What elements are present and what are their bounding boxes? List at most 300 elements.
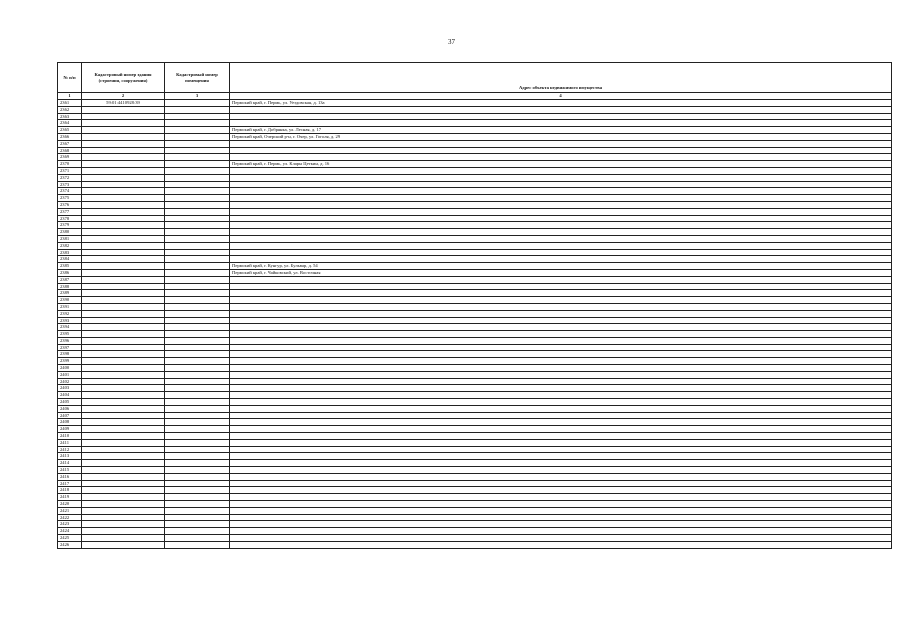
building-cadastral-cell (82, 480, 165, 487)
room-cadastral-cell (165, 174, 230, 181)
room-cadastral-cell (165, 487, 230, 494)
table-row (58, 507, 892, 514)
building-cadastral-cell (82, 365, 165, 372)
building-cadastral-cell (82, 222, 165, 229)
row-number-cell: 2408 (58, 419, 82, 426)
building-cadastral-cell (82, 147, 165, 154)
building-cadastral-cell (82, 188, 165, 195)
address-cell (230, 419, 892, 426)
building-cadastral-cell (82, 514, 165, 521)
room-cadastral-cell (165, 140, 230, 147)
table-row (58, 371, 892, 378)
row-number-cell: 2404 (58, 392, 82, 399)
address-cell (230, 433, 892, 440)
row-number-cell: 2411 (58, 439, 82, 446)
address-cell: Пермский край, г. Пермь, ул. Уездовская, д. 13а (230, 100, 892, 107)
header-row-number: № п/п (58, 63, 82, 93)
table-row (58, 113, 892, 120)
row-number-cell: 2417 (58, 480, 82, 487)
building-cadastral-cell (82, 351, 165, 358)
room-cadastral-cell (165, 100, 230, 107)
row-number-cell: 2367 (58, 140, 82, 147)
room-cadastral-cell (165, 371, 230, 378)
building-cadastral-cell (82, 358, 165, 365)
address-cell (230, 229, 892, 236)
table-row (58, 249, 892, 256)
address-cell (230, 337, 892, 344)
room-cadastral-cell (165, 297, 230, 304)
row-number-cell: 2400 (58, 365, 82, 372)
room-cadastral-cell (165, 276, 230, 283)
table-row (58, 276, 892, 283)
room-cadastral-cell (165, 399, 230, 406)
address-cell: Пермский край, г. Добрянка, ул. Лесная, д. 17 (230, 127, 892, 134)
room-cadastral-cell (165, 507, 230, 514)
table-row (58, 127, 892, 134)
room-cadastral-cell (165, 433, 230, 440)
table-row (58, 188, 892, 195)
room-cadastral-cell (165, 263, 230, 270)
room-cadastral-cell (165, 195, 230, 202)
room-cadastral-cell (165, 106, 230, 113)
row-number-cell: 2413 (58, 453, 82, 460)
building-cadastral-cell (82, 276, 165, 283)
page-number: 37 (448, 38, 455, 46)
address-cell: Пермский край, Очерский р-н, г. Очер, ул. Гоголя, д. 29 (230, 133, 892, 140)
room-cadastral-cell (165, 453, 230, 460)
building-cadastral-cell (82, 419, 165, 426)
row-number-cell: 2399 (58, 358, 82, 365)
building-cadastral-cell (82, 460, 165, 467)
row-number-cell: 2415 (58, 467, 82, 474)
address-cell (230, 140, 892, 147)
table-row (58, 140, 892, 147)
address-cell (230, 283, 892, 290)
address-cell (230, 521, 892, 528)
room-cadastral-cell (165, 120, 230, 127)
row-number-cell: 2421 (58, 507, 82, 514)
room-cadastral-cell (165, 154, 230, 161)
building-cadastral-cell (82, 494, 165, 501)
table-row (58, 365, 892, 372)
table-row (58, 317, 892, 324)
row-number-cell: 2372 (58, 174, 82, 181)
building-cadastral-cell (82, 399, 165, 406)
building-cadastral-cell (82, 310, 165, 317)
room-cadastral-cell (165, 358, 230, 365)
address-cell (230, 371, 892, 378)
room-cadastral-cell (165, 147, 230, 154)
building-cadastral-cell (82, 371, 165, 378)
row-number-cell: 2391 (58, 303, 82, 310)
building-cadastral-cell: 59:01:4410928:39 (82, 100, 165, 107)
table-row (58, 174, 892, 181)
row-number-cell: 2373 (58, 181, 82, 188)
row-number-cell: 2365 (58, 127, 82, 134)
address-cell (230, 514, 892, 521)
row-number-cell: 2363 (58, 113, 82, 120)
table-row (58, 290, 892, 297)
row-number-cell: 2387 (58, 276, 82, 283)
row-number-cell: 2362 (58, 106, 82, 113)
room-cadastral-cell (165, 467, 230, 474)
room-cadastral-cell (165, 344, 230, 351)
table-row (58, 161, 892, 168)
room-cadastral-cell (165, 419, 230, 426)
address-cell (230, 446, 892, 453)
table-row (58, 256, 892, 263)
row-number-cell: 2422 (58, 514, 82, 521)
row-number-cell: 2388 (58, 283, 82, 290)
row-number-cell: 2376 (58, 201, 82, 208)
building-cadastral-cell (82, 208, 165, 215)
room-cadastral-cell (165, 208, 230, 215)
table-row (58, 337, 892, 344)
room-cadastral-cell (165, 405, 230, 412)
building-cadastral-cell (82, 507, 165, 514)
table-row (58, 439, 892, 446)
address-cell (230, 249, 892, 256)
table-row (58, 100, 892, 107)
address-cell (230, 385, 892, 392)
table-row (58, 541, 892, 548)
address-cell (230, 208, 892, 215)
address-cell (230, 494, 892, 501)
row-number-cell: 2371 (58, 167, 82, 174)
row-number-cell: 2383 (58, 249, 82, 256)
building-cadastral-cell (82, 317, 165, 324)
building-cadastral-cell (82, 106, 165, 113)
address-cell: Пермский край, г. Кунгур, ул. Бульвар, д. 54 (230, 263, 892, 270)
row-number-cell: 2374 (58, 188, 82, 195)
address-cell (230, 256, 892, 263)
row-number-cell: 2379 (58, 222, 82, 229)
address-cell (230, 487, 892, 494)
table-row (58, 106, 892, 113)
building-cadastral-cell (82, 344, 165, 351)
address-cell (230, 297, 892, 304)
header-building-cadastral: Кадастровый номер здания (строения, сооружения) (82, 63, 165, 93)
address-cell (230, 460, 892, 467)
room-cadastral-cell (165, 201, 230, 208)
building-cadastral-cell (82, 337, 165, 344)
address-cell (230, 324, 892, 331)
building-cadastral-cell (82, 405, 165, 412)
table-row (58, 181, 892, 188)
property-registry-table (57, 62, 892, 549)
building-cadastral-cell (82, 201, 165, 208)
address-cell (230, 399, 892, 406)
row-number-cell: 2401 (58, 371, 82, 378)
building-cadastral-cell (82, 283, 165, 290)
address-cell (230, 195, 892, 202)
room-cadastral-cell (165, 127, 230, 134)
address-cell (230, 331, 892, 338)
room-cadastral-cell (165, 473, 230, 480)
table-row (58, 385, 892, 392)
address-cell (230, 290, 892, 297)
row-number-cell: 2412 (58, 446, 82, 453)
table-row (58, 215, 892, 222)
building-cadastral-cell (82, 235, 165, 242)
table-row (58, 303, 892, 310)
building-cadastral-cell (82, 303, 165, 310)
room-cadastral-cell (165, 256, 230, 263)
building-cadastral-cell (82, 392, 165, 399)
row-number-cell: 2381 (58, 235, 82, 242)
building-cadastral-cell (82, 195, 165, 202)
room-cadastral-cell (165, 290, 230, 297)
room-cadastral-cell (165, 494, 230, 501)
building-cadastral-cell (82, 501, 165, 508)
address-cell (230, 276, 892, 283)
table-row (58, 467, 892, 474)
table-row (58, 222, 892, 229)
room-cadastral-cell (165, 426, 230, 433)
table-row (58, 310, 892, 317)
table-row (58, 535, 892, 542)
row-number-cell: 2420 (58, 501, 82, 508)
table-row (58, 351, 892, 358)
building-cadastral-cell (82, 256, 165, 263)
table-row (58, 201, 892, 208)
header-address: Адрес объекта недвижимого имущества (230, 63, 892, 93)
address-cell (230, 501, 892, 508)
address-cell (230, 473, 892, 480)
row-number-cell: 2393 (58, 317, 82, 324)
building-cadastral-cell (82, 174, 165, 181)
row-number-cell: 2423 (58, 521, 82, 528)
table-row (58, 120, 892, 127)
address-cell (230, 120, 892, 127)
address-cell (230, 310, 892, 317)
room-cadastral-cell (165, 514, 230, 521)
address-cell (230, 201, 892, 208)
address-cell (230, 222, 892, 229)
table-row (58, 167, 892, 174)
room-cadastral-cell (165, 378, 230, 385)
table-row (58, 446, 892, 453)
row-number-cell: 2402 (58, 378, 82, 385)
row-number-cell: 2406 (58, 405, 82, 412)
row-number-cell: 2403 (58, 385, 82, 392)
row-number-cell: 2424 (58, 528, 82, 535)
table-row (58, 358, 892, 365)
room-cadastral-cell (165, 337, 230, 344)
row-number-cell: 2425 (58, 535, 82, 542)
building-cadastral-cell (82, 439, 165, 446)
table-row (58, 412, 892, 419)
table-row (58, 235, 892, 242)
room-cadastral-cell (165, 528, 230, 535)
building-cadastral-cell (82, 541, 165, 548)
table-body (58, 100, 892, 549)
address-cell (230, 426, 892, 433)
room-cadastral-cell (165, 501, 230, 508)
address-cell (230, 535, 892, 542)
row-number-cell: 2426 (58, 541, 82, 548)
row-number-cell: 2410 (58, 433, 82, 440)
table-row (58, 297, 892, 304)
row-number-cell: 2385 (58, 263, 82, 270)
row-number-cell: 2409 (58, 426, 82, 433)
table-row (58, 501, 892, 508)
room-cadastral-cell (165, 181, 230, 188)
building-cadastral-cell (82, 133, 165, 140)
room-cadastral-cell (165, 521, 230, 528)
row-number-cell: 2382 (58, 242, 82, 249)
building-cadastral-cell (82, 378, 165, 385)
table-row (58, 208, 892, 215)
address-cell (230, 351, 892, 358)
column-number: 4 (230, 93, 892, 100)
address-cell (230, 303, 892, 310)
room-cadastral-cell (165, 351, 230, 358)
building-cadastral-cell (82, 161, 165, 168)
table-row (58, 473, 892, 480)
row-number-cell: 2390 (58, 297, 82, 304)
table-row (58, 378, 892, 385)
address-cell (230, 106, 892, 113)
row-number-cell: 2418 (58, 487, 82, 494)
table-row (58, 405, 892, 412)
building-cadastral-cell (82, 120, 165, 127)
row-number-cell: 2394 (58, 324, 82, 331)
table-row (58, 528, 892, 535)
table-row (58, 344, 892, 351)
table-row (58, 521, 892, 528)
room-cadastral-cell (165, 331, 230, 338)
table-row (58, 399, 892, 406)
address-cell (230, 188, 892, 195)
room-cadastral-cell (165, 365, 230, 372)
row-number-cell: 2368 (58, 147, 82, 154)
table-row (58, 269, 892, 276)
room-cadastral-cell (165, 133, 230, 140)
building-cadastral-cell (82, 269, 165, 276)
building-cadastral-cell (82, 324, 165, 331)
header-room-cadastral: Кадастровый номер помещения (165, 63, 230, 93)
address-cell (230, 467, 892, 474)
table-row (58, 133, 892, 140)
room-cadastral-cell (165, 215, 230, 222)
address-cell: Пермский край, г. Пермь, ул. Клары Цеткин, д. 16 (230, 161, 892, 168)
room-cadastral-cell (165, 324, 230, 331)
room-cadastral-cell (165, 446, 230, 453)
address-cell (230, 181, 892, 188)
building-cadastral-cell (82, 263, 165, 270)
address-cell (230, 147, 892, 154)
address-cell (230, 365, 892, 372)
row-number-cell: 2377 (58, 208, 82, 215)
table-row (58, 453, 892, 460)
row-number-cell: 2369 (58, 154, 82, 161)
address-cell (230, 358, 892, 365)
building-cadastral-cell (82, 127, 165, 134)
address-cell (230, 235, 892, 242)
address-cell (230, 507, 892, 514)
table-row (58, 263, 892, 270)
address-cell: Пермский край, г. Чайковский, ул. Восточная (230, 269, 892, 276)
room-cadastral-cell (165, 113, 230, 120)
address-cell (230, 317, 892, 324)
address-cell (230, 167, 892, 174)
room-cadastral-cell (165, 541, 230, 548)
building-cadastral-cell (82, 528, 165, 535)
building-cadastral-cell (82, 154, 165, 161)
table-row (58, 229, 892, 236)
row-number-cell: 2361 (58, 100, 82, 107)
row-number-cell: 2398 (58, 351, 82, 358)
table-row (58, 426, 892, 433)
building-cadastral-cell (82, 242, 165, 249)
column-number: 1 (58, 93, 82, 100)
building-cadastral-cell (82, 412, 165, 419)
building-cadastral-cell (82, 453, 165, 460)
room-cadastral-cell (165, 269, 230, 276)
row-number-cell: 2375 (58, 195, 82, 202)
row-number-cell: 2396 (58, 337, 82, 344)
address-cell (230, 344, 892, 351)
room-cadastral-cell (165, 412, 230, 419)
room-cadastral-cell (165, 535, 230, 542)
room-cadastral-cell (165, 317, 230, 324)
address-cell (230, 480, 892, 487)
building-cadastral-cell (82, 297, 165, 304)
address-cell (230, 405, 892, 412)
building-cadastral-cell (82, 249, 165, 256)
room-cadastral-cell (165, 480, 230, 487)
column-number: 3 (165, 93, 230, 100)
address-cell (230, 154, 892, 161)
row-number-cell: 2395 (58, 331, 82, 338)
row-number-cell: 2384 (58, 256, 82, 263)
row-number-cell: 2407 (58, 412, 82, 419)
building-cadastral-cell (82, 446, 165, 453)
building-cadastral-cell (82, 140, 165, 147)
row-number-cell: 2386 (58, 269, 82, 276)
building-cadastral-cell (82, 467, 165, 474)
row-number-cell: 2389 (58, 290, 82, 297)
room-cadastral-cell (165, 249, 230, 256)
address-cell (230, 528, 892, 535)
row-number-cell: 2378 (58, 215, 82, 222)
table-header-row (58, 63, 892, 93)
row-number-cell: 2405 (58, 399, 82, 406)
table-row (58, 147, 892, 154)
building-cadastral-cell (82, 290, 165, 297)
row-number-cell: 2380 (58, 229, 82, 236)
table-row (58, 480, 892, 487)
row-number-cell: 2397 (58, 344, 82, 351)
row-number-cell: 2392 (58, 310, 82, 317)
building-cadastral-cell (82, 433, 165, 440)
building-cadastral-cell (82, 215, 165, 222)
room-cadastral-cell (165, 283, 230, 290)
address-cell (230, 113, 892, 120)
building-cadastral-cell (82, 473, 165, 480)
table-row (58, 419, 892, 426)
room-cadastral-cell (165, 235, 230, 242)
row-number-cell: 2414 (58, 460, 82, 467)
address-cell (230, 541, 892, 548)
table-row (58, 433, 892, 440)
address-cell (230, 453, 892, 460)
room-cadastral-cell (165, 310, 230, 317)
building-cadastral-cell (82, 181, 165, 188)
table-row (58, 494, 892, 501)
address-cell (230, 392, 892, 399)
